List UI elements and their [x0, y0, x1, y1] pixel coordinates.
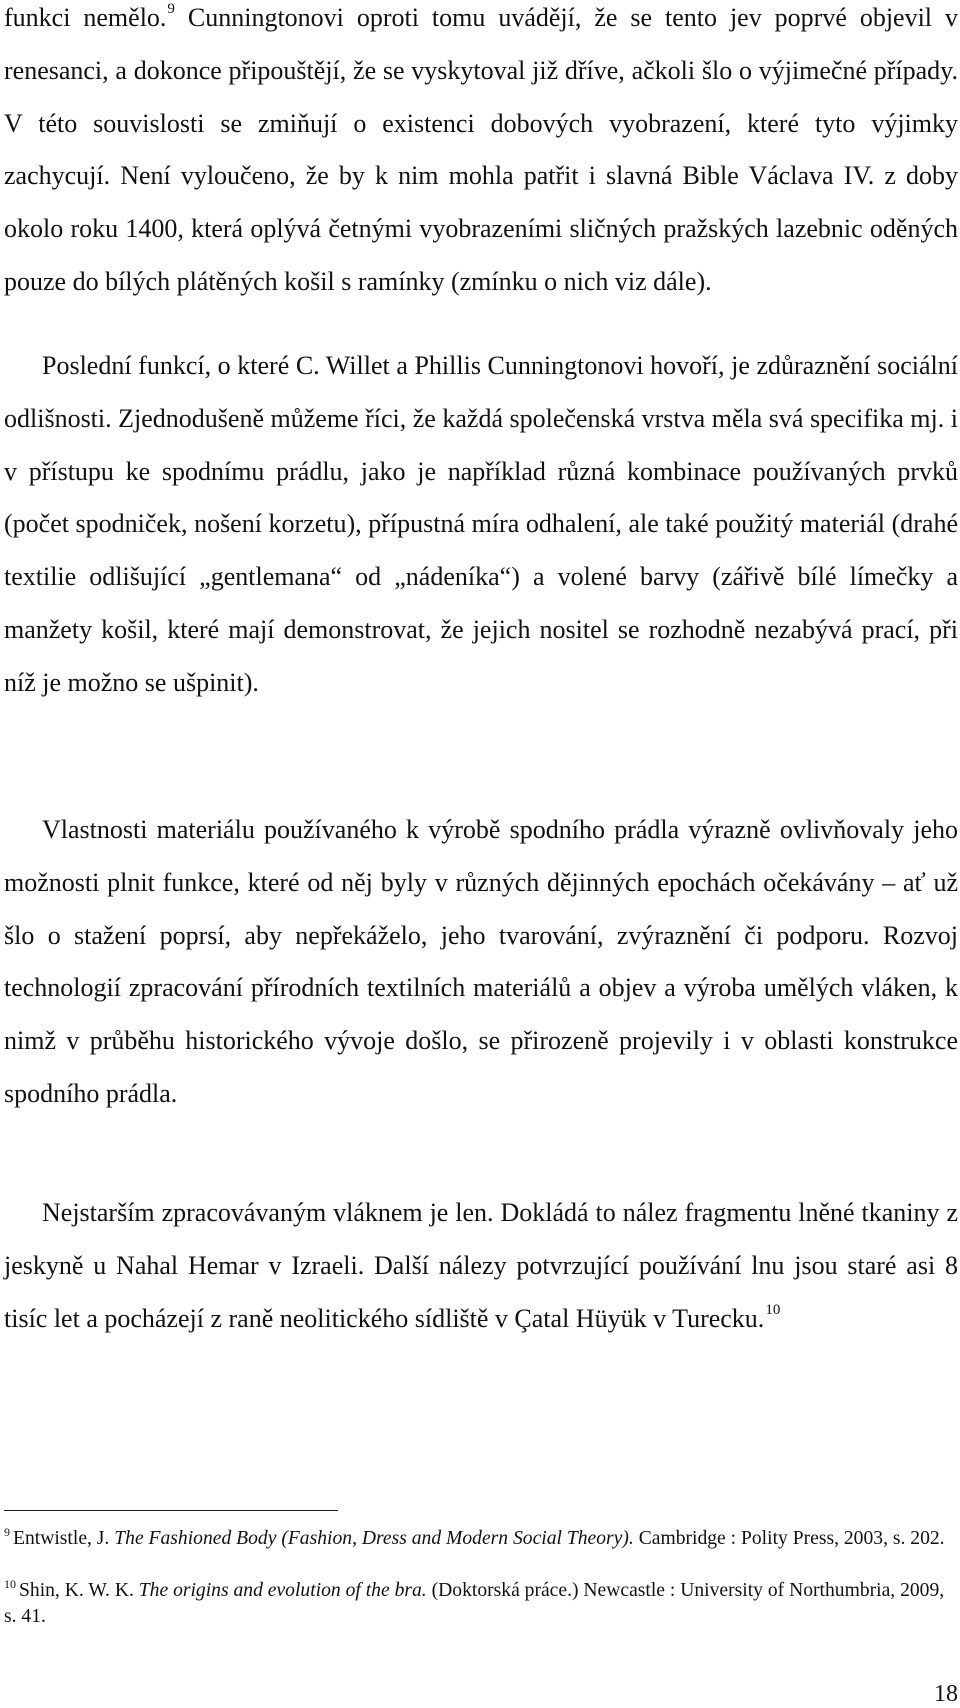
page-number: 18 [934, 1681, 958, 1707]
paragraph-1-text-start: funkci nemělo. [4, 3, 167, 32]
footnote-10-number: 10 [4, 1577, 16, 1591]
footnote-10 [4, 1578, 958, 1630]
paragraph-2: Poslední funkcí, o které C. Willet a Phillis Cunningtonovi hovoří, je zdůraznění sociální odlišnosti. Zjednodušeně můžeme říci, že každá společenská vrstva měla svá specifika mj. i v přístupu ke spodnímu prádlu, jako je například různá kombinace používaných prvků (počet spodniček, nošení korzetu), přípustná míra odhalení, ale také použitý materiál (drahé textilie odlišující „gentlemana“ od „nádeníka“) a volené barvy (zářivě bílé límečky a manžety košil, které mají demonstrovat, že jejich nositel se rozhodně nezabývá prací, při níž je možno se ušpinit). [4, 351, 958, 697]
footnote-9-title: The Fashioned Body (Fashion, Dress and Modern Social Theory). [114, 1528, 634, 1549]
footnote-9 [4, 1526, 958, 1552]
footnote-9-publication: Cambridge : Polity Press, 2003, s. 202. [638, 1528, 945, 1549]
footnote-10-author: Shin, K. W. K. [19, 1580, 134, 1601]
footnote-10-title: The origins and evolution of the bra. [138, 1580, 427, 1601]
footnote-9-number: 9 [4, 1525, 10, 1539]
footnote-ref-9[interactable]: 9 [167, 1, 175, 17]
paragraph-3: Vlastnosti materiálu používaného k výrobě spodního prádla výrazně ovlivňovaly jeho možnosti plnit funkce, které od něj byly v různých dějinných epochách očekávány – ať už šlo o stažení poprsí, aby nepřekáželo, jeho tvarování, zvýraznění či podporu. Rozvoj technologií zpracování přírodních textilních materiálů a objev a výroba umělých vláken, k nimž v průběhu historického vývoje došlo, se přirozeně projevily i v oblasti konstrukce spodního prádla. [4, 815, 958, 1108]
footnote-ref-10[interactable]: 10 [765, 1301, 781, 1318]
paragraph-1 [4, 0, 958, 309]
footnote-10-publication: (Doktorská práce.) Newcastle : University of Northumbria, 2009, s. 41. [4, 1580, 945, 1627]
paragraph-1-text-rest: Cunningtonovi oproti tomu uvádějí, že se tento jev poprvé objevil v renesanci, a dokonce připouštějí, že se vyskytoval již dříve, ačkoli šlo o výjimečné případy. V této souvislosti se zmiňují o existenci dobových vyobrazení, které tyto výjimky zachycují. Není vyloučeno, že by k nim mohla patřit i slavná Bible Václava IV. z doby okolo roku 1400, která oplývá četnými vyobrazeními sličných pražských lazebnic oděných pouze do bílých plátěných košil s ramínky (zmínku o nich viz dále). [4, 3, 958, 296]
paragraph-4-text: Nejstarším zpracovávaným vláknem je len. Dokládá to nález fragmentu lněné tkaniny z jeskyně u Nahal Hemar v Izraeli. Další nálezy potvrzující používání lnu jsou staré asi 8 tisíc let a pocházejí z raně neolitického sídliště v Çatal Hüyük v Turecku. [4, 1198, 958, 1333]
footnote-separator [4, 1510, 338, 1511]
paragraph-4 [4, 1187, 958, 1345]
footnote-9-author: Entwistle, J. [13, 1528, 110, 1549]
